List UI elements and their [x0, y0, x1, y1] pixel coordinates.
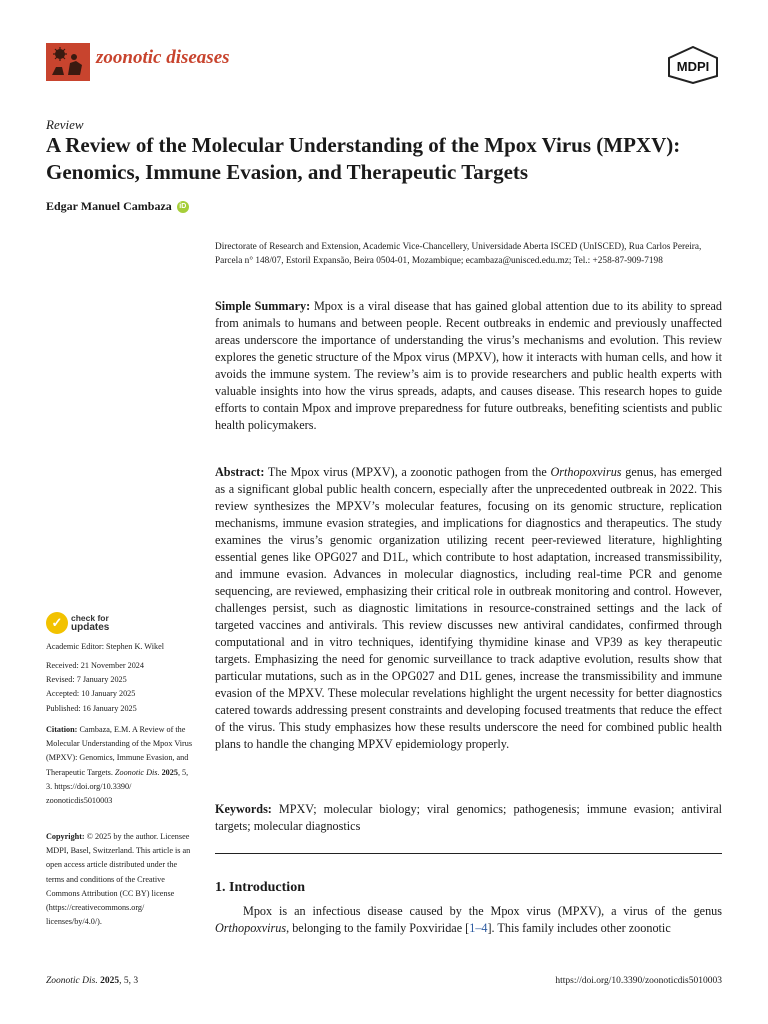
abstract — [215, 464, 722, 753]
check-for-updates-label — [71, 614, 109, 632]
introduction-text — [215, 903, 722, 937]
date-revised: Revised: 7 January 2025 — [46, 675, 127, 685]
footer-volume: , 5, 3 — [119, 976, 139, 986]
author-line — [46, 199, 189, 214]
publisher-name: MDPI — [676, 59, 710, 74]
academic-editor: Academic Editor: Stephen K. Wikel — [46, 642, 164, 651]
intro-genus: Orthopoxvirus — [215, 921, 287, 935]
check-for-updates-icon: ✓ — [46, 612, 68, 634]
footer-doi-link[interactable]: https://doi.org/10.3390/zoonoticdis5010003 — [555, 976, 722, 986]
abstract-genus: Orthopoxvirus — [550, 465, 622, 479]
citation-journal: Zoonotic Dis. — [114, 767, 160, 777]
copyright-text: © 2025 by the author. Licensee MDPI, Basel, Switzerland. This article is an open access article distributed under the terms and conditions of the Creative Commons Attribution (CC BY) license (https://creativecommons.org/ licenses/by/4.0/). — [46, 832, 191, 927]
citation-year: 2025 — [161, 767, 178, 777]
check-for-updates-button[interactable] — [46, 612, 109, 634]
publication-dates — [46, 659, 196, 716]
section-divider — [215, 853, 722, 854]
footer-year: 2025 — [100, 976, 120, 986]
citation-doi[interactable]: , 5, 3. https://doi.org/10.3390/ zoonoticdis5010003 — [46, 767, 189, 806]
abstract-text-2: genus, has emerged as a significant global public health concern, especially after the unprecedented outbreak in 2022. This review synthesizes the MPXV’s molecular features, focusing on its genomic structure, replication mechanisms, immune evasion strategies, and implications for diagnostics and therapeutics. The study examines the virus’s genomic organization utilizing recent peer-reviewed literature, highlighting essential genes like OPG027 and D1L, which contribute to host adaptation, increased transmissibility, and immune evasion. Advances in molecular diagnostics, including real-time PCR and genome sequencing, are reviewed, emphasizing their critical role in outbreak monitoring and control. However, challenges persist, such as diagnostic limitations in resource-constrained settings and the lack of targeted vaccines and antivirals. This review discusses new antiviral candidates, confirmed through computational and in vitro techniques, identifying thymidine kinase and VP39 as key therapeutic targets. Emphasizing the need for genomic surveillance to track adaptive evolution, results show that particular mutations, such as in the OPG027 and D1L genes, increase the transmissibility and immune evasion of the MPXV. These molecular revelations highlight the urgent necessity for better diagnostics catered towards addressing present constraints and developing focused treatments that reduce the effect of the virus. This study emphasizes how these results underscore the need for combined public health plans to handle the changing MPXV epidemiology properly. — [215, 465, 723, 751]
keywords-text: MPXV; molecular biology; viral genomics; pathogenesis; immune evasion; antiviral targets; molecular diagnostics — [215, 802, 722, 833]
simple-summary-text: Mpox is a viral disease that has gained global attention due to its ability to spread from animals to humans and between people. Recent outbreaks in endemic and previously unaffected areas underscore the importance of understanding the virus’s mechanisms and evolution. This review explores the genetic structure of the Mpox virus (MPXV), how it interacts with human cells, and how it avoids the immune system. The review’s aim is to provide researchers and public health experts with valuable insights into how the virus spreads, adapts, and causes disease. This research hopes to guide efforts to contain Mpox and improve preparedness for future outbreaks, benefiting scientists and public health policymakers. — [215, 299, 722, 432]
citation — [46, 723, 196, 808]
date-published: Published: 16 January 2025 — [46, 703, 137, 713]
keywords-label: Keywords: — [215, 802, 272, 816]
abstract-text-1: The Mpox virus (MPXV), a zoonotic pathogen from the — [267, 465, 547, 479]
check-label-1: check for — [71, 613, 109, 623]
date-received: Received: 21 November 2024 — [46, 661, 144, 670]
date-accepted: Accepted: 10 January 2025 — [46, 689, 136, 699]
intro-text-1: Mpox is an infectious disease caused by the Mpox virus (MPXV), a virus of the genus — [243, 904, 722, 918]
intro-text-3: ]. This family includes other zoonotic — [487, 921, 671, 935]
journal-name[interactable]: zoonotic diseases — [96, 47, 230, 68]
simple-summary-label: Simple Summary: — [215, 299, 311, 313]
mdpi-logo-icon[interactable] — [666, 46, 720, 84]
check-label-2: updates — [71, 622, 110, 633]
author-name[interactable]: Edgar Manuel Cambaza — [46, 199, 172, 213]
journal-logo-icon — [46, 43, 90, 81]
keywords — [215, 801, 722, 835]
citation-text: Cambaza, E.M. A Review of the Molecular Understanding of the Mpox Virus (MPXV): Genomics, Immune Evasion, and Therapeutic Targets. — [46, 725, 193, 777]
abstract-label: Abstract: — [215, 465, 265, 479]
page-title: A Review of the Molecular Understanding of the Mpox Virus (MPXV): Genomics, Immune Evasion, and Therapeutic Targets — [46, 133, 681, 184]
simple-summary — [215, 298, 722, 434]
section-heading-introduction: 1. Introduction — [215, 880, 305, 895]
affiliation: Directorate of Research and Extension, Academic Vice-Chancellery, Universidade Aberta ISCED (UnISCED), Rua Carlos Pereira, Parcela n° 148/07, Estoril Expansão, Beira 0504-01, Mozambique; ecambaza@unisced.edu.mz; Tel.: +258-87-909-7198 — [215, 242, 702, 266]
article-type: Review — [46, 117, 84, 132]
reference-link[interactable]: 1–4 — [469, 921, 488, 935]
copyright — [46, 830, 196, 929]
orcid-icon[interactable]: iD — [177, 201, 189, 213]
footer-journal: Zoonotic Dis. — [46, 976, 98, 986]
copyright-label: Copyright: — [46, 832, 85, 841]
footer-citation — [46, 976, 138, 986]
intro-text-2: , belonging to the family Poxviridae [ — [286, 921, 470, 935]
citation-label: Citation: — [46, 725, 78, 734]
